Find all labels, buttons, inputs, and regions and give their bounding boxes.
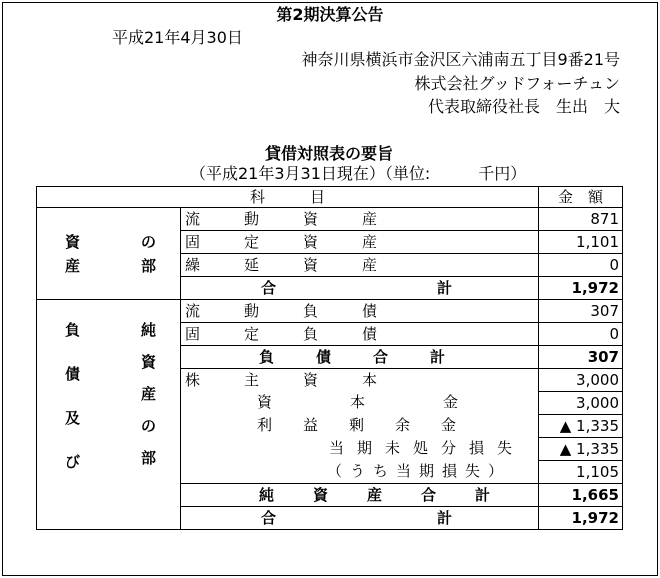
liabilities-section-label <box>37 300 181 530</box>
total-label-char: 合 <box>261 509 277 527</box>
table-header-row <box>37 187 623 208</box>
net-assets-total-label: 純資産合計 <box>181 484 539 507</box>
net-loss-value: 1,105 <box>539 461 623 484</box>
total-label-char: 計 <box>436 509 452 527</box>
assets-label-char: 資 <box>65 232 81 251</box>
total-label-char: 計 <box>436 279 452 297</box>
item-value: 1,101 <box>539 231 623 254</box>
assets-label-char: 部 <box>140 256 156 275</box>
equity-label: 株主資本 <box>185 371 422 389</box>
balance-sheet-table <box>36 186 623 530</box>
item-value: 871 <box>539 208 623 231</box>
grand-total-value: 1,972 <box>539 507 623 530</box>
header-item: 科 目 <box>37 187 539 208</box>
assets-section-label <box>37 208 181 300</box>
liab-label-char: 及 <box>65 409 81 427</box>
liab-label-char: 債 <box>65 365 81 383</box>
table-row <box>37 300 623 323</box>
liab-label-char: 部 <box>140 449 156 467</box>
liab-label-char: の <box>140 417 156 435</box>
item-label: 流動資産 <box>181 208 539 231</box>
equity-value: 3,000 <box>539 369 623 392</box>
balance-sheet-title: 貸借対照表の要旨 <box>264 144 393 163</box>
item-label: 固定資産 <box>181 231 539 254</box>
item-value: 0 <box>539 323 623 346</box>
grand-total-label <box>181 507 539 530</box>
item-label: 繰延資産 <box>181 254 539 277</box>
capital-label: 資本金 <box>257 393 537 411</box>
liab-label-char: 純 <box>140 321 156 339</box>
liabilities-total-label: 負債合計 <box>181 346 539 369</box>
assets-total-value: 1,972 <box>539 277 623 300</box>
liabilities-total-value: 307 <box>539 346 623 369</box>
liab-label-char: び <box>65 453 81 471</box>
surplus-label: 利益剰余金 <box>257 416 488 434</box>
net-assets-total-value: 1,665 <box>539 484 623 507</box>
item-label: 流動負債 <box>181 300 539 323</box>
liab-label-char: 産 <box>140 385 156 403</box>
notice-date: 平成21年4月30日 <box>112 28 243 47</box>
table-row <box>37 208 623 231</box>
item-value: 0 <box>539 254 623 277</box>
balance-sheet-subtitle: （平成21年3月31日現在）（単位: 千円） <box>190 164 527 183</box>
net-loss-label: （うち当期損失） <box>327 462 512 480</box>
assets-label-char: 産 <box>65 256 81 275</box>
equity-detail-cell <box>181 369 539 484</box>
item-value: 307 <box>539 300 623 323</box>
unappropriated-value: ▲ 1,335 <box>539 438 623 461</box>
item-label: 固定負債 <box>181 323 539 346</box>
assets-total-label <box>181 277 539 300</box>
liab-label-char: 資 <box>140 353 156 371</box>
header-amount: 金 額 <box>539 187 623 208</box>
unappropriated-label: 当期未処分損失 <box>329 439 526 457</box>
notice-title: 第2期決算公告 <box>276 5 384 24</box>
liab-label-char: 負 <box>65 321 81 339</box>
capital-value: 3,000 <box>539 392 623 415</box>
representative: 代表取締役社長 生出 大 <box>427 97 620 116</box>
surplus-value: ▲ 1,335 <box>539 415 623 438</box>
total-label-char: 合 <box>261 279 277 297</box>
company-name: 株式会社グッドフォーチュン <box>414 74 620 93</box>
company-address: 神奈川県横浜市金沢区六浦南五丁目9番21号 <box>301 50 620 69</box>
assets-label-char: の <box>140 232 156 251</box>
